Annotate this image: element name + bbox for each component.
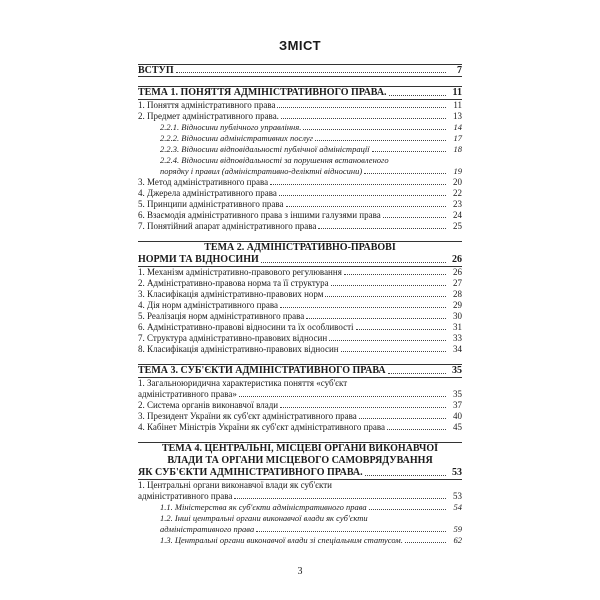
toc-entry-label: 1. Механізм адміністративно-правового регулювання xyxy=(138,267,342,277)
toc-entry[interactable] xyxy=(138,322,462,333)
toc-topic-label: НОРМИ ТА ВІДНОСИНИ xyxy=(138,254,259,265)
toc-topic-label: ЯК СУБ'ЄКТИ АДМІНІСТРАТИВНОГО ПРАВА. xyxy=(138,467,363,478)
toc-entry[interactable] xyxy=(138,389,462,400)
toc-title: ЗМІСТ xyxy=(278,38,322,53)
toc-subentry-line[interactable]: 1.2. Інші центральні органи виконавчої влади як суб'єкти xyxy=(160,513,368,523)
leader-dots xyxy=(256,531,446,532)
toc-entry[interactable] xyxy=(138,289,462,300)
toc-subentry[interactable] xyxy=(138,535,462,546)
toc-entry-label: 2. Предмет адміністративного права. xyxy=(138,111,279,121)
toc-topic-2[interactable] xyxy=(138,254,462,266)
toc-topic-3[interactable] xyxy=(138,365,462,377)
toc-entry-label: 2. Система органів виконавчої влади xyxy=(138,400,279,410)
leader-dots xyxy=(329,340,446,341)
toc-entry-page: 30 xyxy=(453,311,462,321)
toc-entry-label: 2. Адміністративно-правова норма та її структура xyxy=(138,278,329,288)
toc-entry-page: 29 xyxy=(453,300,462,310)
toc-topic-4[interactable] xyxy=(138,467,462,479)
toc-entry-label: адміністративного права» xyxy=(138,389,237,399)
toc-subentry[interactable] xyxy=(138,133,462,144)
toc-subentry-line[interactable]: 2.2.4. Відносини відповідальності за порушення встановленого xyxy=(160,155,389,165)
toc-entry[interactable] xyxy=(138,311,462,322)
toc-entry-label: 7. Понятійний апарат адміністративного права xyxy=(138,221,317,231)
toc-entry[interactable] xyxy=(138,221,462,232)
toc-entry-page: 17 xyxy=(453,133,462,143)
toc-entry-page: 37 xyxy=(453,400,462,410)
toc-entry-page: 14 xyxy=(453,122,462,132)
toc-entry[interactable] xyxy=(138,267,462,278)
leader-dots xyxy=(315,140,446,141)
leader-dots xyxy=(388,373,446,374)
leader-dots xyxy=(405,542,446,543)
toc-subentry[interactable] xyxy=(138,502,462,513)
leader-dots xyxy=(389,95,446,96)
toc-subentry[interactable] xyxy=(138,144,462,155)
leader-dots xyxy=(286,206,446,207)
leader-dots xyxy=(261,262,446,263)
toc-subentry[interactable] xyxy=(138,524,462,535)
toc-entry-page: 53 xyxy=(452,467,462,478)
toc-entry-label: 3. Президент України як суб'єкт адміністративного права xyxy=(138,411,357,421)
toc-topic-label: ТЕМА 1. ПОНЯТТЯ АДМІНІСТРАТИВНОГО ПРАВА. xyxy=(138,87,387,98)
leader-dots xyxy=(359,418,446,419)
toc-entry-line[interactable]: 1. Центральні органи виконавчої влади як суб'єкти xyxy=(138,480,332,490)
toc-entry-label: 1.3. Центральні органи виконавчої влади зі спеціальним статусом. xyxy=(160,535,403,545)
toc-subentry[interactable] xyxy=(138,166,462,177)
toc-entry[interactable] xyxy=(138,333,462,344)
toc-entry-label: 5. Реалізація норм адміністративного права xyxy=(138,311,305,321)
leader-dots xyxy=(280,407,446,408)
leader-dots xyxy=(270,184,446,185)
toc-entry-label: 2.2.2. Відносини адміністративних послуг xyxy=(160,133,313,143)
leader-dots xyxy=(331,285,446,286)
toc-entry[interactable] xyxy=(138,188,462,199)
leader-dots xyxy=(356,329,446,330)
toc-entry-page: 26 xyxy=(452,254,462,265)
toc-entry-page: 54 xyxy=(453,502,462,512)
toc-topic-4-line[interactable]: ВЛАДИ ТА ОРГАНИ МІСЦЕВОГО САМОВРЯДУВАННЯ xyxy=(167,455,433,466)
toc-entry-page: 33 xyxy=(453,333,462,343)
leader-dots xyxy=(344,274,446,275)
toc-entry-page: 35 xyxy=(452,365,462,376)
toc-topic-label: ТЕМА 3. СУБ'ЄКТИ АДМІНІСТРАТИВНОГО ПРАВА xyxy=(138,365,386,376)
toc-entry[interactable] xyxy=(138,177,462,188)
toc-entry-page: 62 xyxy=(453,535,462,545)
toc-entry-page: 53 xyxy=(453,491,462,501)
toc-topic-2-line[interactable]: ТЕМА 2. АДМІНІСТРАТИВНО-ПРАВОВІ xyxy=(204,242,396,253)
toc-entry-label: 7. Структура адміністративно-правових відносин xyxy=(138,333,328,343)
toc-entry[interactable] xyxy=(138,111,462,122)
toc-entry-label: адміністративного права xyxy=(138,491,233,501)
leader-dots xyxy=(372,151,446,152)
toc-entry-label: 4. Джерела адміністративного права xyxy=(138,188,277,198)
leader-dots xyxy=(341,351,446,352)
toc-entry-label: 6. Взаємодія адміністративного права з іншими галузями права xyxy=(138,210,381,220)
toc-entry-page: 26 xyxy=(453,267,462,277)
leader-dots xyxy=(318,228,446,229)
toc-topic-1[interactable] xyxy=(138,87,462,99)
toc-entry-page: 13 xyxy=(453,111,462,121)
toc-entry-page: 20 xyxy=(453,177,462,187)
leader-dots xyxy=(364,173,446,174)
toc-entry-line[interactable]: 1. Загальноюридична характеристика поняття «суб'єкт xyxy=(138,378,348,388)
leader-dots xyxy=(369,509,446,510)
leader-dots xyxy=(365,475,446,476)
leader-dots xyxy=(387,429,446,430)
leader-dots xyxy=(234,498,446,499)
toc-entry-page: 11 xyxy=(453,100,462,110)
leader-dots xyxy=(280,307,446,308)
leader-dots xyxy=(176,72,446,73)
toc-subentry[interactable] xyxy=(138,122,462,133)
toc-entry-label: 4. Кабінет Міністрів України як суб'єкт адміністративного права xyxy=(138,422,386,432)
leader-dots xyxy=(306,318,446,319)
table-of-contents xyxy=(138,64,462,546)
toc-entry-label: 1.1. Міністерства як суб'єкти адміністративного права xyxy=(160,502,367,512)
leader-dots xyxy=(303,129,446,130)
toc-entry-intro[interactable] xyxy=(138,65,462,76)
toc-entry-label: порядку і правил (адміністративно-деліктні відносини) xyxy=(160,166,363,176)
toc-entry-label: 3. Класифікація адміністративно-правових норм xyxy=(138,289,324,299)
toc-entry-label: 4. Дія норм адміністративного права xyxy=(138,300,279,310)
toc-entry-page: 40 xyxy=(453,411,462,421)
toc-entry[interactable] xyxy=(138,199,462,210)
toc-entry[interactable] xyxy=(138,344,462,355)
leader-dots xyxy=(325,296,446,297)
toc-topic-4-line[interactable]: ТЕМА 4. ЦЕНТРАЛЬНІ, МІСЦЕВІ ОРГАНИ ВИКОНАВЧОЇ xyxy=(161,443,439,454)
leader-dots xyxy=(277,107,446,108)
toc-entry-page: 19 xyxy=(453,166,462,176)
toc-entry-page: 34 xyxy=(453,344,462,354)
toc-entry[interactable] xyxy=(138,422,462,433)
toc-entry-page: 25 xyxy=(453,221,462,231)
toc-entry[interactable] xyxy=(138,210,462,221)
leader-dots xyxy=(383,217,446,218)
toc-entry-label: 2.2.3. Відносини відповідальності публічної адміністрації xyxy=(160,144,370,154)
leader-dots xyxy=(281,118,446,119)
toc-entry-label: 5. Принципи адміністративного права xyxy=(138,199,284,209)
toc-entry-page: 45 xyxy=(453,422,462,432)
toc-entry-page: 18 xyxy=(453,144,462,154)
toc-entry-label: 8. Класифікація адміністративно-правових відносин xyxy=(138,344,339,354)
toc-entry-label: адміністративного права xyxy=(160,524,255,534)
toc-entry-page: 31 xyxy=(453,322,462,332)
toc-entry-page: 59 xyxy=(453,524,462,534)
toc-entry-page: 27 xyxy=(453,278,462,288)
toc-entry-page: 11 xyxy=(452,87,462,98)
toc-entry-label: ВСТУП xyxy=(138,65,174,76)
toc-entry[interactable] xyxy=(138,411,462,422)
toc-entry-page: 23 xyxy=(453,199,462,209)
toc-entry-page: 28 xyxy=(453,289,462,299)
toc-entry-label: 6. Адміністративно-правові відносини та їх особливості xyxy=(138,322,354,332)
leader-dots xyxy=(239,396,446,397)
toc-entry-label: 3. Метод адміністративного права xyxy=(138,177,269,187)
toc-entry[interactable] xyxy=(138,400,462,411)
toc-entry-label: 2.2.1. Відносини публічного управління. xyxy=(160,122,302,132)
toc-entry[interactable] xyxy=(138,100,462,111)
toc-entry[interactable] xyxy=(138,300,462,311)
toc-entry[interactable] xyxy=(138,278,462,289)
toc-entry[interactable] xyxy=(138,491,462,502)
toc-entry-label: 1. Поняття адміністративного права xyxy=(138,100,276,110)
page-number: 3 xyxy=(297,566,303,577)
toc-entry-page: 22 xyxy=(453,188,462,198)
leader-dots xyxy=(279,195,446,196)
toc-entry-page: 24 xyxy=(453,210,462,220)
toc-entry-page: 35 xyxy=(453,389,462,399)
toc-entry-page: 7 xyxy=(457,65,462,76)
